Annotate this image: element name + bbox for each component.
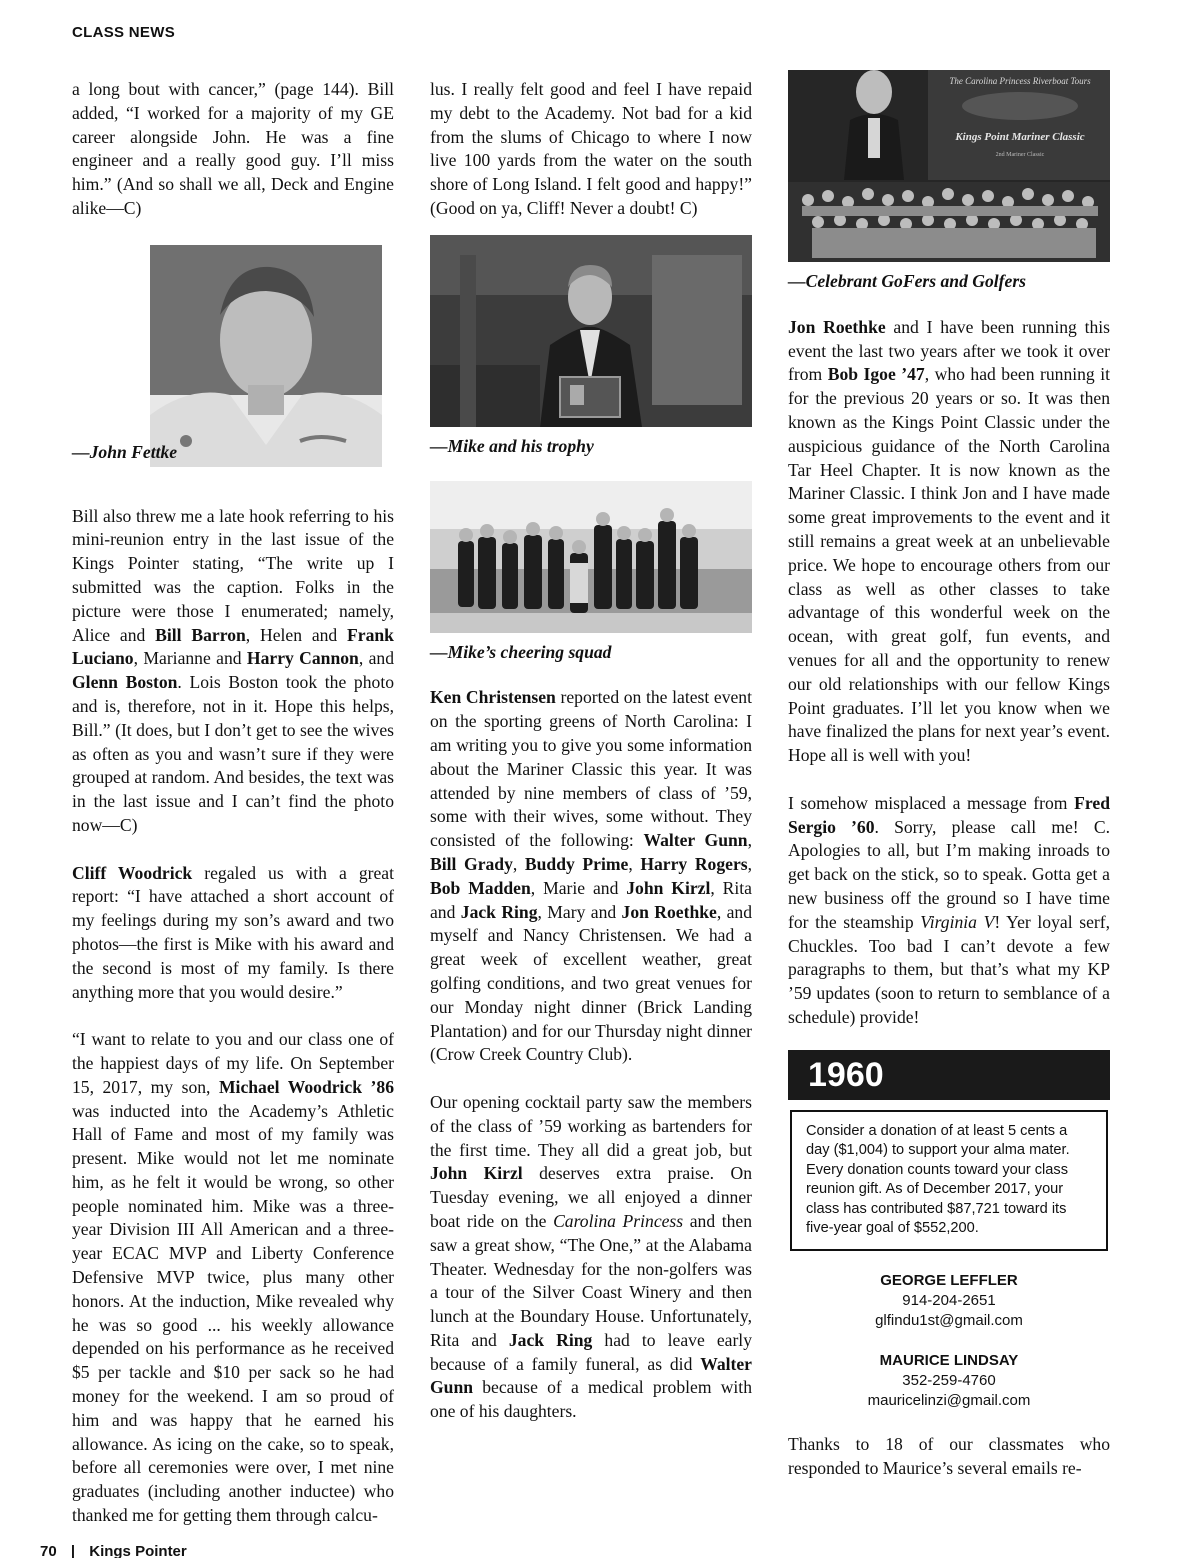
person-name: John Kirzl	[430, 1163, 523, 1184]
page-footer	[40, 1543, 187, 1558]
golfers-photo	[788, 70, 1110, 262]
donation-box: Consider a donation of at least 5 cents a day ($1,004) to support your alma mater. Every donation counts toward your class reunion gift. As of December 2017, your class has contributed $87,721 toward its five-year goal of $552,200.	[790, 1110, 1108, 1251]
text-run: “I want to relate to you and our class one of the happiest days of my life. On September 15, 2017, my son,	[72, 1029, 394, 1097]
boat-name: Carolina Princess	[553, 1210, 684, 1231]
paragraph	[72, 505, 394, 838]
text-run: ,	[747, 830, 752, 851]
text-run: because of a medical problem with one of his daughters.	[430, 1377, 752, 1422]
contact-email[interactable]: glfindu1st@gmail.com	[875, 1311, 1023, 1329]
photo-block-fettke	[72, 245, 394, 485]
caption-golfers: —Celebrant GoFers and Golfers	[788, 271, 1027, 291]
person-name: Frank Luciano	[72, 624, 394, 669]
contact-email[interactable]: mauricelinzi@gmail.com	[867, 1391, 1031, 1409]
text-run: , Mary and	[537, 901, 622, 922]
text-run: . Lois Boston took the photo and is, therefore, not in it. Hope this helps, Bill.” (It does, but I don’t get to see the wives as often as you and wasn’t sure if they were grouped at random. And besides, the text was in the last issue and I can’t find the photo now—C)	[72, 672, 394, 835]
person-name: Ken Christensen	[430, 687, 556, 708]
text-run: had to leave early because of a family funeral, as did	[430, 1329, 752, 1374]
column-3	[788, 70, 1110, 1480]
photo-sign-line3: 2nd Mariner Classic	[995, 152, 1045, 158]
person-name: Harry Rogers	[640, 853, 748, 874]
text-run: ,	[628, 853, 641, 874]
person-name: Walter Gunn	[430, 1353, 752, 1398]
text-run: . Sorry, please call me! C. Apologies to all, but I’m making inroads to get back on the stick, so to speak. Gotta get a new business off the ground so I have time for the steamship	[788, 816, 1110, 932]
paragraph	[788, 792, 1110, 1030]
photo-sign-line1: The Carolina Princess Riverboat Tours	[949, 76, 1091, 86]
text-run: Our opening cocktail party saw the members of the class of ’59 working as bartenders for the first time. They all did a great job, but	[430, 1091, 752, 1160]
text-run: I somehow misplaced a message from	[788, 792, 1075, 813]
ship-name: Virginia V	[920, 911, 995, 932]
text-run: regaled us with a great report: “I have attached a short account of my feelings during my son’s award and two photos—the first is Mike with his award and the second is most of my family. Is there anything more that you would desire.”	[72, 862, 394, 1002]
paragraph	[72, 862, 394, 1005]
text-run: and I have been running this event the last two years after we took it over from	[788, 316, 1111, 385]
person-name: Bill Grady	[430, 853, 513, 874]
contact-phone: 914-204-2651	[902, 1291, 996, 1309]
person-name: Fred Sergio ’60	[788, 792, 1110, 837]
paragraph	[788, 316, 1110, 768]
class-contact	[788, 1351, 1110, 1411]
caption-trophy: —Mike and his trophy	[430, 435, 594, 456]
paragraph	[72, 1028, 394, 1528]
person-name: Walter Gunn	[643, 830, 748, 851]
person-name: John Kirzl	[626, 877, 711, 898]
text-run: Bill also threw me a late hook referring to his mini-reunion entry in the last issue of the Kings Pointer stating, “The write up I submitted was the caption. Folks in the picture were those I enumerated; namely, Alice and	[72, 505, 394, 645]
caption-squad: —Mike’s cheering squad	[430, 641, 612, 662]
text-run: was inducted into the Academy’s Athletic Hall of Fame and most of my family was present. Mike would not let me nominate him, as he felt it would be wrong, so other people nominated him. Mike was a three-year Division III All American and a three-year ECAC MVP and Liberty Conference Defensive MVP twice, plus many other honors. At the induction, Mike revealed why he was so good ... his weekly allowance depended on his performance as he received $5 per tackle and $10 per sack so he had money for the weekend. I am so proud of him and was happy that he earned his allowance. As icing on the cake, so to speak, before all ceremonies were over, I met nine graduates (including another inductee) who thanked me for getting them through calcu-	[72, 1100, 394, 1526]
text-run: , who had been running it for the previous 20 years or so. It was then known as the Kings Point Classic under the auspicious guidance of the North Carolina Tar Heel Chapter. It is now known as the Mariner Classic. I think Jon and I have made some great improvements to the event and it still remains a great week at an unbelievable price. We hope to encourage others from our class as well as other classes to take advantage of this wonderful week on the ocean, with great golf, fun events, and venues for all and the opportunity to renew our old relationships with our fellow Kings Point graduates. I’ll let you know when we have finalized the plans for next year’s event. Hope all is well with you!	[788, 364, 1110, 766]
person-name: Bob Madden	[430, 877, 531, 898]
portrait-photo	[150, 245, 382, 467]
text-run: and then saw a great show, “The One,” at the Alabama Theater. Wednesday for the non-golfers was a tour of the Silver Coast Winery and then lunch at the Boundary House. Unfortunately, Rita and	[430, 1210, 752, 1350]
person-name: Cliff Woodrick	[72, 862, 193, 883]
paragraph	[430, 686, 752, 1067]
class-contact	[788, 1271, 1110, 1331]
paragraph: Thanks to 18 of our classmates who responded to Maurice’s several emails re-	[788, 1433, 1110, 1478]
person-name: Jack Ring	[508, 1329, 593, 1350]
section-header: CLASS NEWS	[72, 24, 176, 41]
paragraph: a long bout with cancer,” (page 144). Bill added, “I worked for a majority of my GE career alongside John. He was a fine engineer and a really good guy. I’ll miss him.” (And so shall we all, Deck and Engine alike—C)	[72, 79, 394, 218]
text-run: , Helen and	[245, 624, 348, 645]
person-name: Bill Barron	[155, 624, 246, 645]
footer-separator: |	[70, 1543, 76, 1558]
paragraph	[430, 1091, 752, 1424]
person-name: Bob Igoe ’47	[827, 364, 925, 385]
publication-name: Kings Pointer	[89, 1543, 187, 1558]
person-name: Glenn Boston	[72, 672, 178, 693]
contact-phone: 352-259-4760	[902, 1371, 996, 1389]
photo-sign-line2: Kings Point Mariner Classic	[955, 131, 1085, 143]
text-run: ,	[512, 853, 525, 874]
trophy-photo	[430, 235, 752, 427]
class-year-heading: 1960	[788, 1050, 1110, 1100]
contact-name: MAURICE LINDSAY	[879, 1351, 1019, 1369]
text-run: ,	[747, 853, 753, 874]
text-run: , Marianne and	[133, 648, 247, 669]
text-run: , and	[358, 648, 394, 669]
cheering-squad-photo	[430, 481, 752, 633]
person-name: Jon Roethke	[621, 901, 717, 922]
person-name: Buddy Prime	[524, 853, 629, 874]
text-run: reported on the latest event on the sporting greens of North Carolina: I am writing you to give you some information about the Mariner Classic this year. It was attended by nine members of class of ’59, some with their wives, some without. They consisted of the following:	[430, 687, 752, 851]
text-run: , and myself and Nancy Christensen. We had a great week of excellent weather, great golfing conditions, and two great venues for our Monday night dinner (Brick Landing Plantation) and for our Thursday night dinner (Crow Creek Country Club).	[430, 901, 752, 1065]
page-number: 70	[40, 1543, 57, 1558]
text-run: deserves extra praise. On Tuesday evening, we all enjoyed a dinner boat ride on the	[430, 1163, 752, 1231]
text-run: ! Yer loyal serf, Chuckles. Too bad I can’t devote a few paragraphs to them, but that’s what my KP ’59 updates (soon to return to semblance of a schedule) provide!	[788, 911, 1110, 1027]
person-name: Michael Woodrick ’86	[218, 1076, 394, 1097]
text-run: , Marie and	[530, 877, 627, 898]
paragraph: lus. I really felt good and feel I have repaid my debt to the Academy. Not bad for a kid from the slums of Chicago to where I now live 100 yards from the water on the south shore of Long Island. I felt good and happy!” (Good on ya, Cliff! Never a doubt! C)	[430, 79, 752, 218]
contact-name: GEORGE LEFFLER	[880, 1271, 1018, 1289]
person-name: Jon Roethke	[788, 316, 886, 337]
person-name: Harry Cannon	[246, 648, 359, 669]
column-2	[430, 78, 752, 1424]
caption-fettke: —John Fettke	[72, 441, 178, 462]
person-name: Jack Ring	[460, 901, 538, 922]
text-run: , Rita and	[430, 877, 752, 922]
column-1	[72, 78, 394, 1528]
